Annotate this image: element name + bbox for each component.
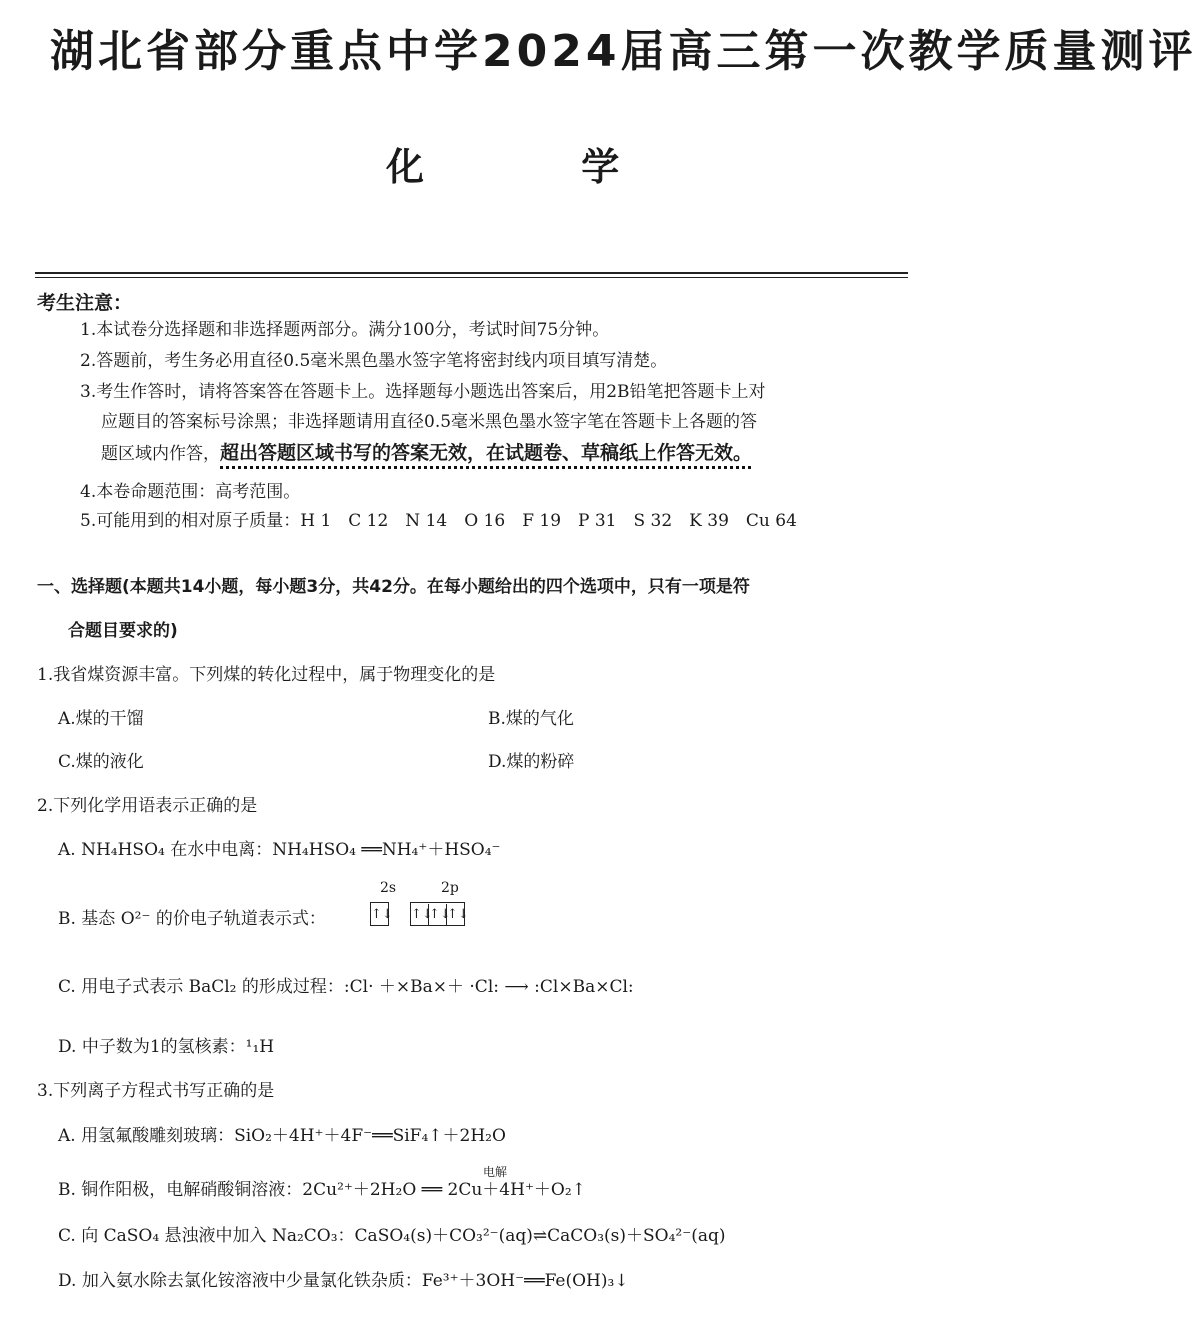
orbital-label-2p: 2p xyxy=(441,880,459,896)
q3-option-a: A. 用氢氟酸雕刻玻璃：SiO₂＋4H⁺＋4F⁻══SiF₄↑＋2H₂O xyxy=(58,1126,506,1146)
electrolysis-condition: 电解 xyxy=(483,1165,508,1179)
question-1-stem: 1.我省煤资源丰富。下列煤的转化过程中，属于物理变化的是 xyxy=(37,665,496,685)
notice-item: 应题目的答案标号涂黑；非选择题请用直径0.5毫米黑色墨水签字笔在答题卡上各题的答 xyxy=(101,412,758,432)
q2-option-b: B. 基态 O²⁻ 的价电子轨道表示式： xyxy=(58,909,326,929)
subject-title: 化 学 xyxy=(386,145,692,189)
section-heading: 一、选择题(本题共14小题，每小题3分，共42分。在每小题给出的四个选项中，只有一项是符 xyxy=(37,577,750,597)
q3-option-d: D. 加入氨水除去氯化铵溶液中少量氯化铁杂质：Fe³⁺＋3OH⁻══Fe(OH)₃↓ xyxy=(58,1271,629,1291)
orbital-box-2p: ↑↓↑↓↑↓ xyxy=(410,902,465,926)
q1-option-b: B.煤的气化 xyxy=(488,709,574,729)
notice-item: 5.可能用到的相对原子质量：H 1 C 12 N 14 O 16 F 19 P 31 S 32 K 39 Cu 64 xyxy=(80,511,797,531)
notice-item: 题区域内作答，超出答题区域书写的答案无效，在试题卷、草稿纸上作答无效。 xyxy=(101,442,753,464)
q1-option-c: C.煤的液化 xyxy=(58,752,144,772)
question-2-stem: 2.下列化学用语表示正确的是 xyxy=(37,796,258,816)
section-heading-cont: 合题目要求的) xyxy=(68,621,178,641)
q1-option-a: A.煤的干馏 xyxy=(58,709,144,729)
q2-option-a: A. NH₄HSO₄ 在水中电离：NH₄HSO₄ ══NH₄⁺＋HSO₄⁻ xyxy=(58,840,501,860)
exam-title: 湖北省部分重点中学2024届高三第一次教学质量测评 xyxy=(50,26,1196,77)
emphasis-text: 超出答题区域书写的答案无效，在试题卷、草稿纸上作答无效。 xyxy=(220,442,753,464)
notice-item: 2.答题前，考生务必用直径0.5毫米黑色墨水签字笔将密封线内项目填写清楚。 xyxy=(80,351,668,371)
notice-item: 1.本试卷分选择题和非选择题两部分。满分100分，考试时间75分钟。 xyxy=(80,320,610,340)
notice-item: 4.本卷命题范围：高考范围。 xyxy=(80,482,301,502)
divider xyxy=(35,272,908,274)
q1-option-d: D.煤的粉碎 xyxy=(488,752,575,772)
q2-option-c: C. 用电子式表示 BaCl₂ 的形成过程：:Cl· ＋×Ba×＋ ·Cl: ⟶ :Cl×Ba×Cl: xyxy=(58,977,634,997)
orbital-box-2s: ↑↓ xyxy=(370,902,389,926)
q3-option-b: B. 铜作阳极，电解硝酸铜溶液：2Cu²⁺＋2H₂O ══ 2Cu＋4H⁺＋O₂↑ xyxy=(58,1180,586,1200)
notice-item: 3.考生作答时，请将答案答在答题卡上。选择题每小题选出答案后，用2B铅笔把答题卡上对 xyxy=(80,382,766,402)
q3-option-c: C. 向 CaSO₄ 悬浊液中加入 Na₂CO₃：CaSO₄(s)＋CO₃²⁻(aq)⇌CaCO₃(s)＋SO₄²⁻(aq) xyxy=(58,1226,726,1246)
divider xyxy=(35,277,908,278)
notice-heading: 考生注意： xyxy=(37,292,133,314)
q2-option-d: D. 中子数为1的氢核素：¹₁H xyxy=(58,1037,275,1057)
question-3-stem: 3.下列离子方程式书写正确的是 xyxy=(37,1081,275,1101)
orbital-label-2s: 2s xyxy=(380,880,397,896)
